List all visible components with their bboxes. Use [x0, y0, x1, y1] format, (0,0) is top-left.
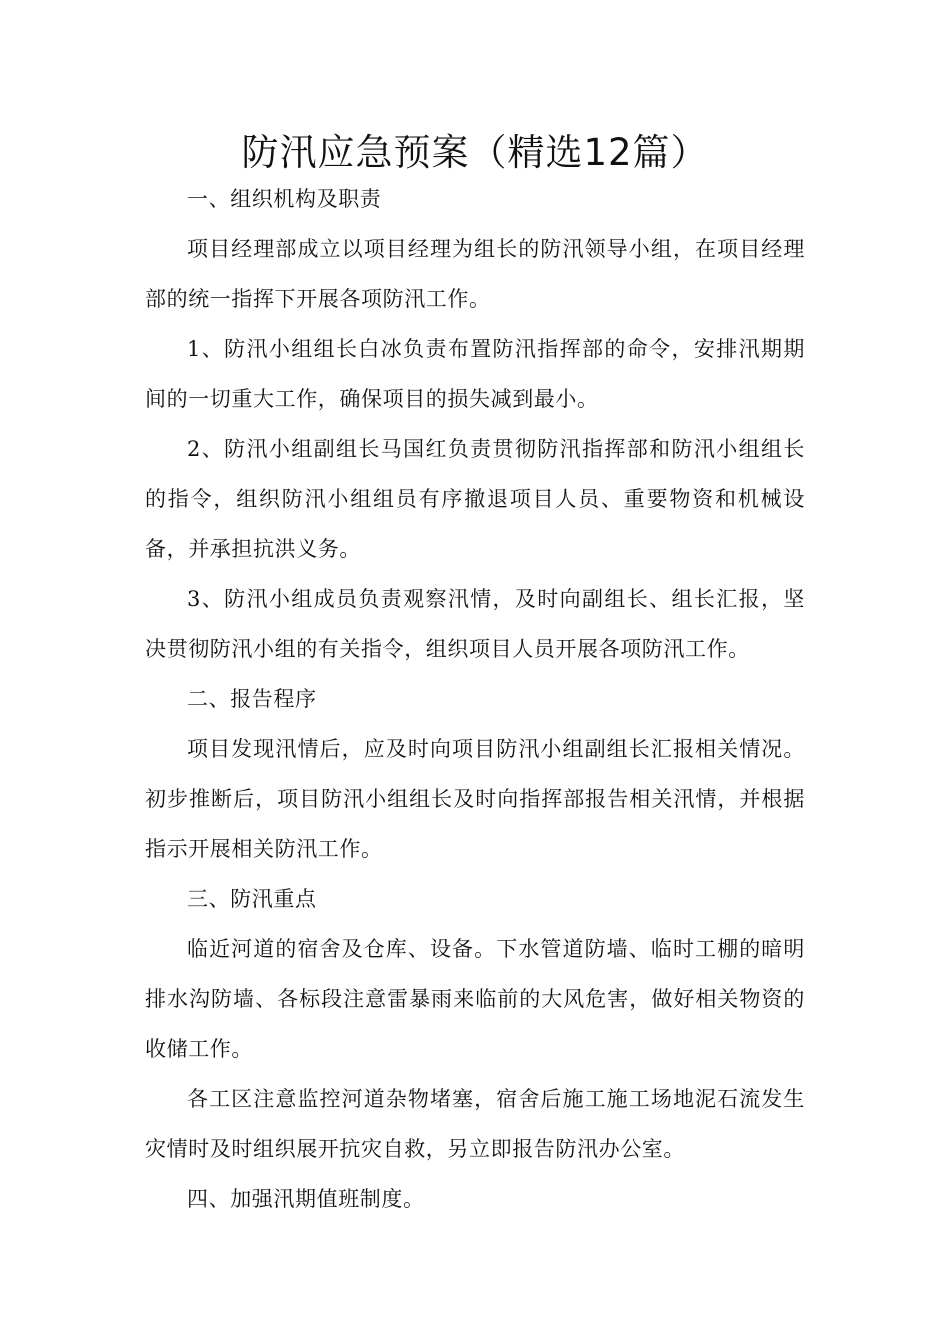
section-heading-reporting: 二、报告程序: [187, 687, 317, 711]
document-body: [145, 174, 805, 1224]
paragraph-duty-leader: 1、防汛小组组长白冰负责布置防汛指挥部的命令，安排汛期期间的一切重大工作，确保项目的损失减到最小。: [145, 337, 805, 411]
paragraph-key-points-facilities: 临近河道的宿舍及仓库、设备。下水管道防墙、临时工棚的暗明排水沟防墙、各标段注意雷暴雨来临前的大风危害，做好相关物资的收储工作。: [145, 937, 805, 1061]
document-title: 防汛应急预案（精选12篇）: [241, 131, 709, 174]
section-heading-organization: 一、组织机构及职责: [187, 187, 382, 211]
section-heading-duty-system: 四、加强汛期值班制度。: [187, 1187, 425, 1211]
paragraph-duty-members: 3、防汛小组成员负责观察汛情，及时向副组长、组长汇报，坚决贯彻防汛小组的有关指令，组织项目人员开展各项防汛工作。: [145, 587, 805, 661]
paragraph-duty-deputy-leader: 2、防汛小组副组长马国红负责贯彻防汛指挥部和防汛小组组长的指令，组织防汛小组组员有序撤退项目人员、重要物资和机械设备，并承担抗洪义务。: [145, 437, 805, 561]
paragraph-reporting-procedure: 项目发现汛情后，应及时向项目防汛小组副组长汇报相关情况。初步推断后，项目防汛小组组长及时向指挥部报告相关汛情，并根据指示开展相关防汛工作。: [145, 737, 805, 861]
section-heading-key-points: 三、防汛重点: [187, 887, 317, 911]
paragraph-leadership-group: 项目经理部成立以项目经理为组长的防汛领导小组，在项目经理部的统一指挥下开展各项防汛工作。: [145, 237, 805, 311]
paragraph-key-points-monitoring: 各工区注意监控河道杂物堵塞，宿舍后施工施工场地泥石流发生灾情时及时组织展开抗灾自救，另立即报告防汛办公室。: [145, 1087, 805, 1161]
